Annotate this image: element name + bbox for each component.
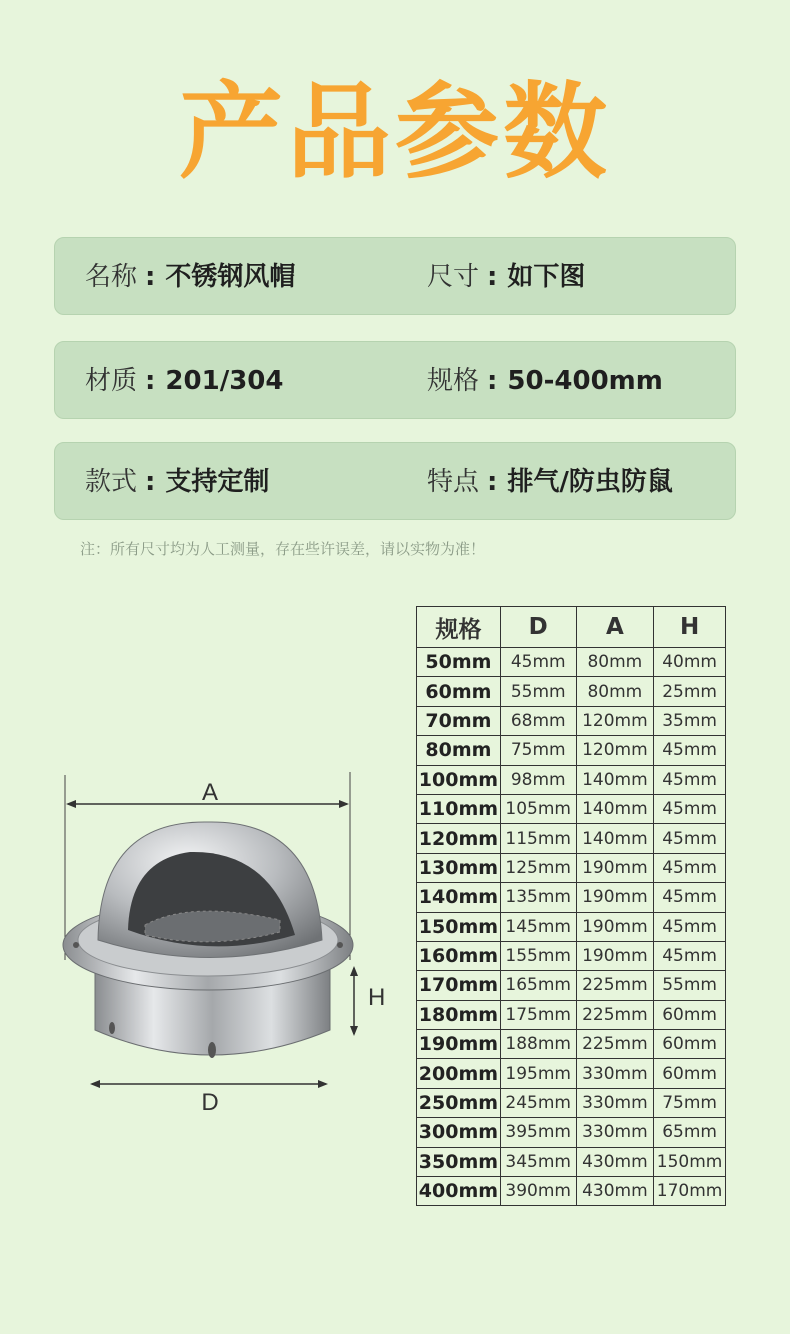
cell-spec: 300mm <box>417 1118 501 1147</box>
cell-spec: 150mm <box>417 912 501 941</box>
cell-a: 330mm <box>576 1088 654 1117</box>
cell-h: 45mm <box>654 853 726 882</box>
cell-h: 35mm <box>654 706 726 735</box>
cell-h: 75mm <box>654 1088 726 1117</box>
param-label: 名称 <box>85 262 138 292</box>
cell-h: 45mm <box>654 824 726 853</box>
param-value: 201/304 <box>165 366 284 396</box>
cell-h: 45mm <box>654 736 726 765</box>
table-row <box>417 883 726 912</box>
table-row <box>417 648 726 677</box>
cell-h: 45mm <box>654 765 726 794</box>
cell-d: 188mm <box>500 1030 576 1059</box>
cell-d: 115mm <box>500 824 576 853</box>
cell-d: 45mm <box>500 648 576 677</box>
cell-a: 190mm <box>576 883 654 912</box>
cell-h: 40mm <box>654 648 726 677</box>
cell-h: 45mm <box>654 883 726 912</box>
param-value: 50-400mm <box>507 366 663 396</box>
cell-d: 135mm <box>500 883 576 912</box>
table-row <box>417 1059 726 1088</box>
disclaimer-note: 注：所有尺寸均为人工测量，存在些许误差，请以实物为准！ <box>80 540 486 558</box>
cell-a: 330mm <box>576 1059 654 1088</box>
cell-spec: 60mm <box>417 677 501 706</box>
param-spec: 规格 : 50-400mm <box>427 366 663 396</box>
cell-a: 120mm <box>576 736 654 765</box>
param-label: 规格 <box>427 366 480 396</box>
cell-spec: 250mm <box>417 1088 501 1117</box>
param-name: 名称 : 不锈钢风帽 <box>85 262 296 292</box>
cell-spec: 180mm <box>417 1000 501 1029</box>
cell-d: 125mm <box>500 853 576 882</box>
param-value: 支持定制 <box>165 467 270 497</box>
cell-spec: 190mm <box>417 1030 501 1059</box>
cell-spec: 170mm <box>417 971 501 1000</box>
header-spec: 规格 <box>417 607 501 648</box>
cell-h: 65mm <box>654 1118 726 1147</box>
cell-d: 55mm <box>500 677 576 706</box>
table-row <box>417 706 726 735</box>
cell-d: 68mm <box>500 706 576 735</box>
cell-h: 150mm <box>654 1147 726 1176</box>
table-row <box>417 1088 726 1117</box>
cell-a: 120mm <box>576 706 654 735</box>
cell-spec: 70mm <box>417 706 501 735</box>
param-label: 特点 <box>427 467 480 497</box>
cell-a: 430mm <box>576 1147 654 1176</box>
table-row <box>417 736 726 765</box>
cell-spec: 200mm <box>417 1059 501 1088</box>
param-card-3 <box>54 442 736 520</box>
param-value: 如下图 <box>507 262 586 292</box>
cell-a: 430mm <box>576 1177 654 1206</box>
cell-a: 225mm <box>576 1030 654 1059</box>
header-d: D <box>500 607 576 648</box>
cell-a: 190mm <box>576 853 654 882</box>
cell-spec: 400mm <box>417 1177 501 1206</box>
cell-h: 45mm <box>654 941 726 970</box>
cell-a: 80mm <box>576 648 654 677</box>
spec-table <box>416 606 726 1206</box>
cell-spec: 140mm <box>417 883 501 912</box>
vent-cap-illustration <box>50 760 390 1120</box>
product-dimension-diagram <box>50 760 390 1120</box>
cell-d: 145mm <box>500 912 576 941</box>
cell-a: 190mm <box>576 912 654 941</box>
cell-d: 75mm <box>500 736 576 765</box>
cell-a: 225mm <box>576 1000 654 1029</box>
cell-spec: 120mm <box>417 824 501 853</box>
cell-d: 155mm <box>500 941 576 970</box>
cell-a: 140mm <box>576 794 654 823</box>
table-row <box>417 1000 726 1029</box>
cell-d: 390mm <box>500 1177 576 1206</box>
table-row <box>417 1118 726 1147</box>
cell-d: 195mm <box>500 1059 576 1088</box>
table-row <box>417 1030 726 1059</box>
cell-h: 45mm <box>654 912 726 941</box>
table-row <box>417 794 726 823</box>
table-row <box>417 824 726 853</box>
dimension-d-label: D <box>201 1089 219 1116</box>
cell-d: 98mm <box>500 765 576 794</box>
cell-spec: 80mm <box>417 736 501 765</box>
cell-d: 175mm <box>500 1000 576 1029</box>
param-value: 不锈钢风帽 <box>165 262 296 292</box>
page-title: 产品参数 <box>178 71 611 193</box>
table-row <box>417 765 726 794</box>
cell-spec: 130mm <box>417 853 501 882</box>
cell-h: 25mm <box>654 677 726 706</box>
table-row <box>417 1147 726 1176</box>
cell-h: 60mm <box>654 1000 726 1029</box>
cell-spec: 100mm <box>417 765 501 794</box>
param-card-2 <box>54 341 736 419</box>
cell-d: 395mm <box>500 1118 576 1147</box>
table-row <box>417 677 726 706</box>
cell-spec: 350mm <box>417 1147 501 1176</box>
cell-a: 330mm <box>576 1118 654 1147</box>
cell-h: 60mm <box>654 1059 726 1088</box>
dimension-a-label: A <box>201 779 219 806</box>
param-size: 尺寸 : 如下图 <box>427 262 586 292</box>
cell-h: 170mm <box>654 1177 726 1206</box>
table-row <box>417 971 726 1000</box>
param-card-1 <box>54 237 736 315</box>
table-row <box>417 1177 726 1206</box>
cell-spec: 110mm <box>417 794 501 823</box>
param-label: 尺寸 <box>427 262 480 292</box>
param-feature: 特点 : 排气/防虫防鼠 <box>427 467 673 497</box>
cell-spec: 50mm <box>417 648 501 677</box>
param-label: 款式 <box>85 467 138 497</box>
cell-d: 105mm <box>500 794 576 823</box>
cell-h: 55mm <box>654 971 726 1000</box>
table-row <box>417 912 726 941</box>
cell-h: 45mm <box>654 794 726 823</box>
cell-spec: 160mm <box>417 941 501 970</box>
cell-a: 140mm <box>576 824 654 853</box>
header-a: A <box>576 607 654 648</box>
cell-a: 140mm <box>576 765 654 794</box>
header-h: H <box>654 607 726 648</box>
cell-d: 165mm <box>500 971 576 1000</box>
cell-a: 225mm <box>576 971 654 1000</box>
table-row <box>417 853 726 882</box>
param-label: 材质 <box>85 366 138 396</box>
cell-a: 80mm <box>576 677 654 706</box>
table-row <box>417 941 726 970</box>
cell-d: 345mm <box>500 1147 576 1176</box>
param-style: 款式 : 支持定制 <box>85 467 270 497</box>
table-header-row <box>417 607 726 648</box>
dimension-h-label: H <box>368 984 386 1011</box>
cell-a: 190mm <box>576 941 654 970</box>
param-value: 排气/防虫防鼠 <box>507 467 673 497</box>
cell-d: 245mm <box>500 1088 576 1117</box>
cell-h: 60mm <box>654 1030 726 1059</box>
param-material: 材质 : 201/304 <box>85 366 284 396</box>
